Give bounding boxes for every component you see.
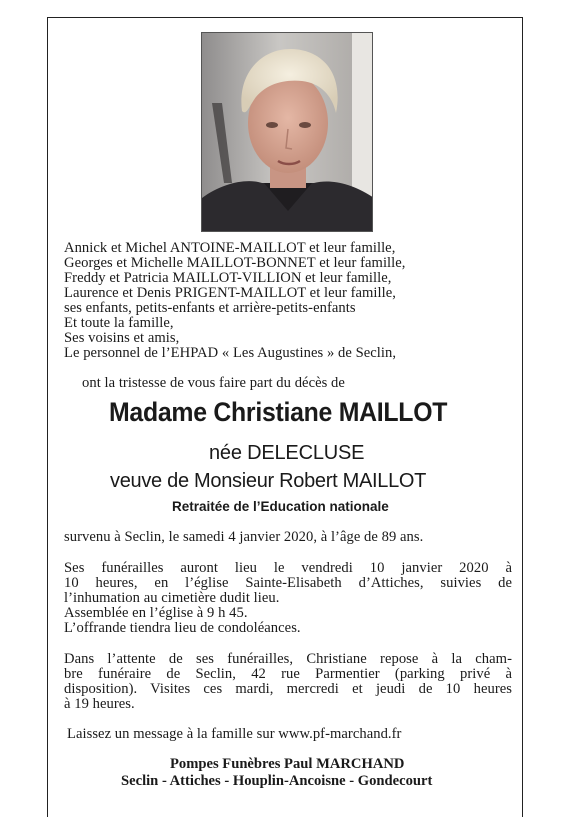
sender-line: Freddy et Patricia MAILLOT-VILLION et leur famille,	[64, 270, 392, 286]
death-info: survenu à Seclin, le samedi 4 janvier 2020, à l’âge de 89 ans.	[64, 529, 424, 545]
widow-of: veuve de Monsieur Robert MAILLOT	[110, 470, 427, 492]
guestbook-message: Laissez un message à la famille sur www.pf-marchand.fr	[67, 726, 402, 742]
portrait-photo	[201, 32, 373, 232]
funeral-line: l’inhumation au cimetière dudit lieu.	[64, 590, 280, 606]
sender-line: Georges et Michelle MAILLOT-BONNET et leur famille,	[64, 255, 406, 271]
funeral-line: 10 heures, en l’église Sainte-Elisabeth d’Attiches, suivies de	[64, 575, 512, 591]
occupation: Retraitée de l’Education nationale	[172, 499, 389, 514]
funeral-home-name: Pompes Funèbres Paul MARCHAND	[170, 756, 405, 772]
announcement-text: ont la tristesse de vous faire part du décès de	[82, 375, 345, 391]
sender-line: Ses voisins et amis,	[64, 330, 180, 346]
sender-line: ses enfants, petits-enfants et arrière-petits-enfants	[64, 300, 356, 316]
rest-line: disposition). Visites ces mardi, mercredi et jeudi de 10 heures	[64, 681, 512, 697]
funeral-home-cities: Seclin - Attiches - Houplin-Ancoisne - Gondecourt	[121, 773, 433, 789]
sender-line: Le personnel de l’EHPAD « Les Augustines » de Seclin,	[64, 345, 397, 361]
maiden-name: née DELECLUSE	[209, 442, 365, 464]
funeral-line: Ses funérailles auront lieu le vendredi 10 janvier 2020 à	[64, 560, 512, 576]
rest-line: bre funéraire de Seclin, 42 rue Parmentier (parking privé à	[64, 666, 512, 682]
funeral-line: Assemblée en l’église à 9 h 45.	[64, 605, 248, 621]
sender-line: Et toute la famille,	[64, 315, 174, 331]
rest-details	[64, 652, 512, 712]
rest-line: à 19 heures.	[64, 696, 135, 712]
sender-line: Laurence et Denis PRIGENT-MAILLOT et leur famille,	[64, 285, 396, 301]
funeral-details	[64, 561, 512, 636]
funeral-line: L’offrande tiendra lieu de condoléances.	[64, 620, 301, 636]
rest-line: Dans l’attente de ses funérailles, Christiane repose à la cham-	[64, 651, 512, 667]
sender-line: Annick et Michel ANTOINE-MAILLOT et leur famille,	[64, 240, 396, 256]
deceased-name: Madame Christiane MAILLOT	[109, 397, 448, 427]
portrait-photo-icon	[202, 33, 373, 232]
